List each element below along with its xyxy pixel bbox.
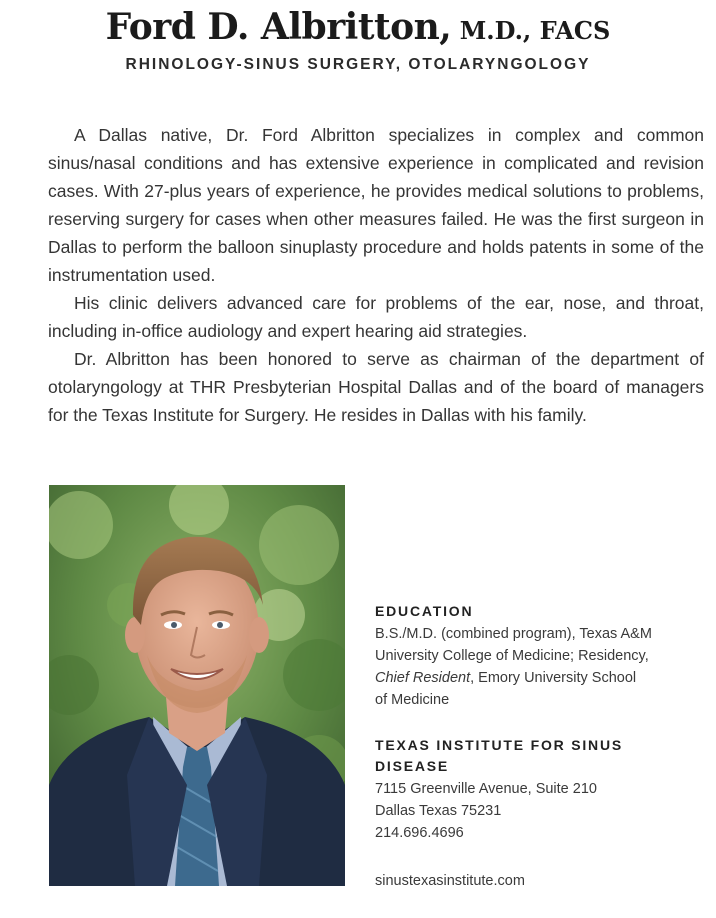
institute-section: [375, 735, 675, 844]
education-line: B.S./M.D. (combined program), Texas A&M: [375, 626, 652, 642]
bio-section: [48, 121, 704, 429]
doctor-name: Ford D. Albritton,: [105, 6, 452, 48]
doctor-portrait-photo: [49, 485, 345, 886]
specialty-subtitle: RHINOLOGY-SINUS SURGERY, OTOLARYNGOLOGY: [125, 56, 591, 73]
doctor-name-line: [0, 6, 716, 48]
address-line-1: 7115 Greenville Avenue, Suite 210: [375, 781, 597, 797]
education-line: [375, 667, 652, 689]
education-heading: EDUCATION: [375, 603, 474, 619]
bio-paragraph-3: Dr. Albritton has been honored to serve as chairman of the department of otolaryngology at THR Presbyterian Hospital Dallas and of the board of managers for the Texas Institute for Surgery. He resides in Dallas with his family.: [48, 349, 704, 425]
institute-heading: TEXAS INSTITUTE FOR SINUS DISEASE: [375, 737, 624, 774]
bio-paragraph-1: A Dallas native, Dr. Ford Albritton specializes in complex and common sinus/nasal conditions and has extensive experience in complicated and revision cases. With 27-plus years of experience, he provides medical solutions to problems, reserving surgery for cases when other measures failed. He was the first surgeon in Dallas to perform the balloon sinuplasty procedure and holds patents in some of the instrumentation used.: [48, 125, 704, 285]
chief-resident-text: Chief Resident: [375, 670, 471, 686]
doctor-credentials: M.D., FACS: [451, 16, 611, 45]
bio-paragraph-2: His clinic delivers advanced care for problems of the ear, nose, and throat, including in-office audiology and expert hearing aid strategies.: [48, 293, 704, 341]
website-link[interactable]: sinustexasinstitute.com: [375, 873, 525, 889]
education-line: of Medicine: [375, 692, 450, 708]
phone-number: 214.696.4696: [375, 825, 464, 841]
portrait-illustration: [49, 485, 345, 886]
education-section: [375, 602, 652, 711]
education-line-rest: , Emory University School: [470, 670, 637, 686]
education-line: University College of Medicine; Residency,: [375, 648, 649, 664]
address-line-2: Dallas Texas 75231: [375, 803, 502, 819]
